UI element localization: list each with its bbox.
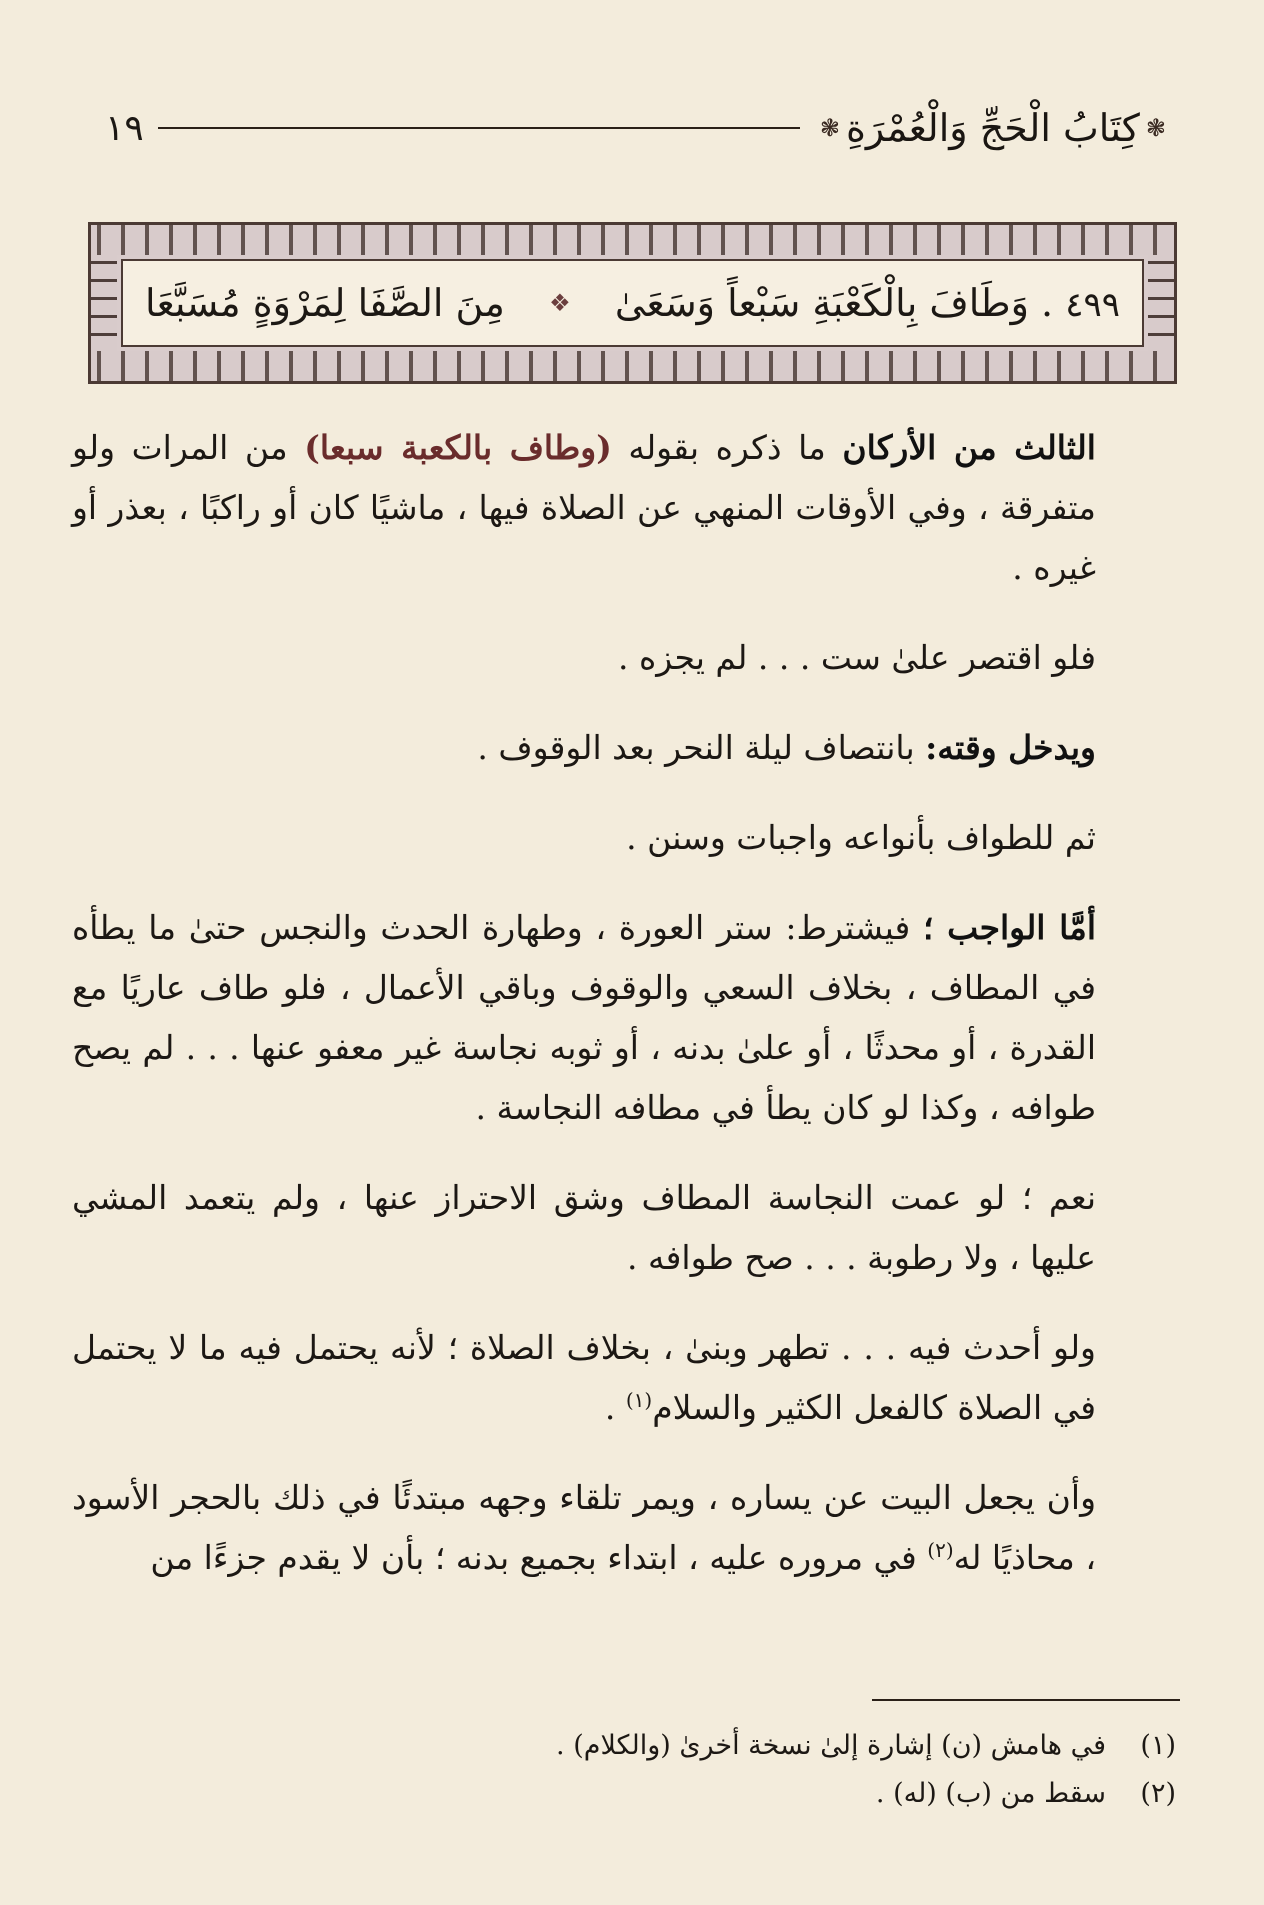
paragraph: فلو اقتصر علىٰ ست . . . لم يجزه .: [617, 638, 1096, 677]
paragraph: وأن يجعل البيت عن يساره ، ويمر تلقاء وجهه مبتدئًا في ذلك بالحجر الأسود ، محاذيًا له$^{(٢)}$ في مروره عليه ، ابتداء بجميع بدنه ؛ بأن لا يقدم جزءًا من: [72, 1478, 1096, 1577]
verse-separator-icon: ❖: [549, 289, 571, 317]
verse-border-top: [91, 225, 1174, 255]
footnote-mark: (٢): [1140, 1778, 1176, 1809]
verse-border-left: [91, 255, 117, 351]
running-header: [105, 104, 1172, 152]
footnote-text: في هامش (ن) إشارة إلىٰ نسخة أخرىٰ (والكلام) .: [556, 1730, 1106, 1761]
verse-hemistich-2: مِنَ الصَّفَا لِمَرْوَةٍ مُسَبَّعَا: [145, 281, 505, 325]
verse-line: ٤٩٩ . وَطَافَ بِالْكَعْبَةِ سَبْعاً وَسَعَىٰ ❖ مِنَ الصَّفَا لِمَرْوَةٍ مُسَبَّعَا: [121, 259, 1144, 347]
footnote-mark: (١): [1140, 1730, 1176, 1761]
commentary-text: [72, 418, 1096, 1618]
header-ornament-icon: ❃: [819, 114, 840, 142]
verse-hemistich-1: وَطَافَ بِالْكَعْبَةِ سَبْعاً وَسَعَىٰ: [614, 281, 1029, 325]
header-ornament-icon: ❃: [1145, 114, 1166, 142]
verse-border-right: [1148, 255, 1174, 351]
paragraph: ثم للطواف بأنواعه واجبات وسنن .: [626, 818, 1096, 857]
paragraph: الثالث من الأركان ما ذكره بقوله (وطاف بالكعبة سبعا) من المرات ولو متفرقة ، وفي الأوقات المنهي عن الصلاة فيها ، ماشيًا كان أو راكبًا ، بعذر أو غيره .: [72, 428, 1096, 587]
footnote: [200, 1770, 1176, 1818]
footnote-separator: [872, 1699, 1180, 1701]
header-rule: [158, 127, 800, 129]
verse-box: [88, 222, 1177, 384]
paragraph: ولو أحدث فيه . . . تطهر وبنىٰ ، بخلاف الصلاة ؛ لأنه يحتمل فيه ما لا يحتمل في الصلاة كالفعل الكثير والسلام$^{(١)}$ .: [72, 1328, 1096, 1427]
footnotes: [200, 1722, 1176, 1818]
verse-number: ٤٩٩: [1065, 285, 1120, 325]
footnote-text: سقط من (ب) (له) .: [875, 1778, 1106, 1809]
footnote-ref[interactable]: (٢): [927, 1538, 954, 1562]
footnote: [200, 1722, 1176, 1770]
paragraph: ويدخل وقته: بانتصاف ليلة النحر بعد الوقوف .: [477, 728, 1096, 767]
quoted-verse: (وطاف بالكعبة سبعا): [304, 428, 612, 467]
paragraph: أمَّا الواجب ؛ فيشترط: ستر العورة ، وطهارة الحدث والنجس حتىٰ ما يطأه في المطاف ، بخلاف السعي والوقوف وباقي الأعمال ، فلو طاف عاريًا مع القدرة ، أو محدثًا ، أو علىٰ بدنه ، أو ثوبه نجاسة غير معفو عنها . . . لم يصح طوافه ، وكذا لو كان يطأ في مطافه النجاسة .: [72, 908, 1096, 1127]
page-number: ١٩: [105, 107, 144, 149]
paragraph: نعم ؛ لو عمت النجاسة المطاف وشق الاحتراز عنها ، ولم يتعمد المشي عليها ، ولا رطوبة . . . صح طوافه .: [72, 1178, 1096, 1277]
footnote-ref[interactable]: (١): [625, 1388, 653, 1412]
verse-border-bottom: [91, 351, 1174, 381]
chapter-title: كِتَابُ الْحَجِّ وَالْعُمْرَةِ: [845, 106, 1140, 150]
